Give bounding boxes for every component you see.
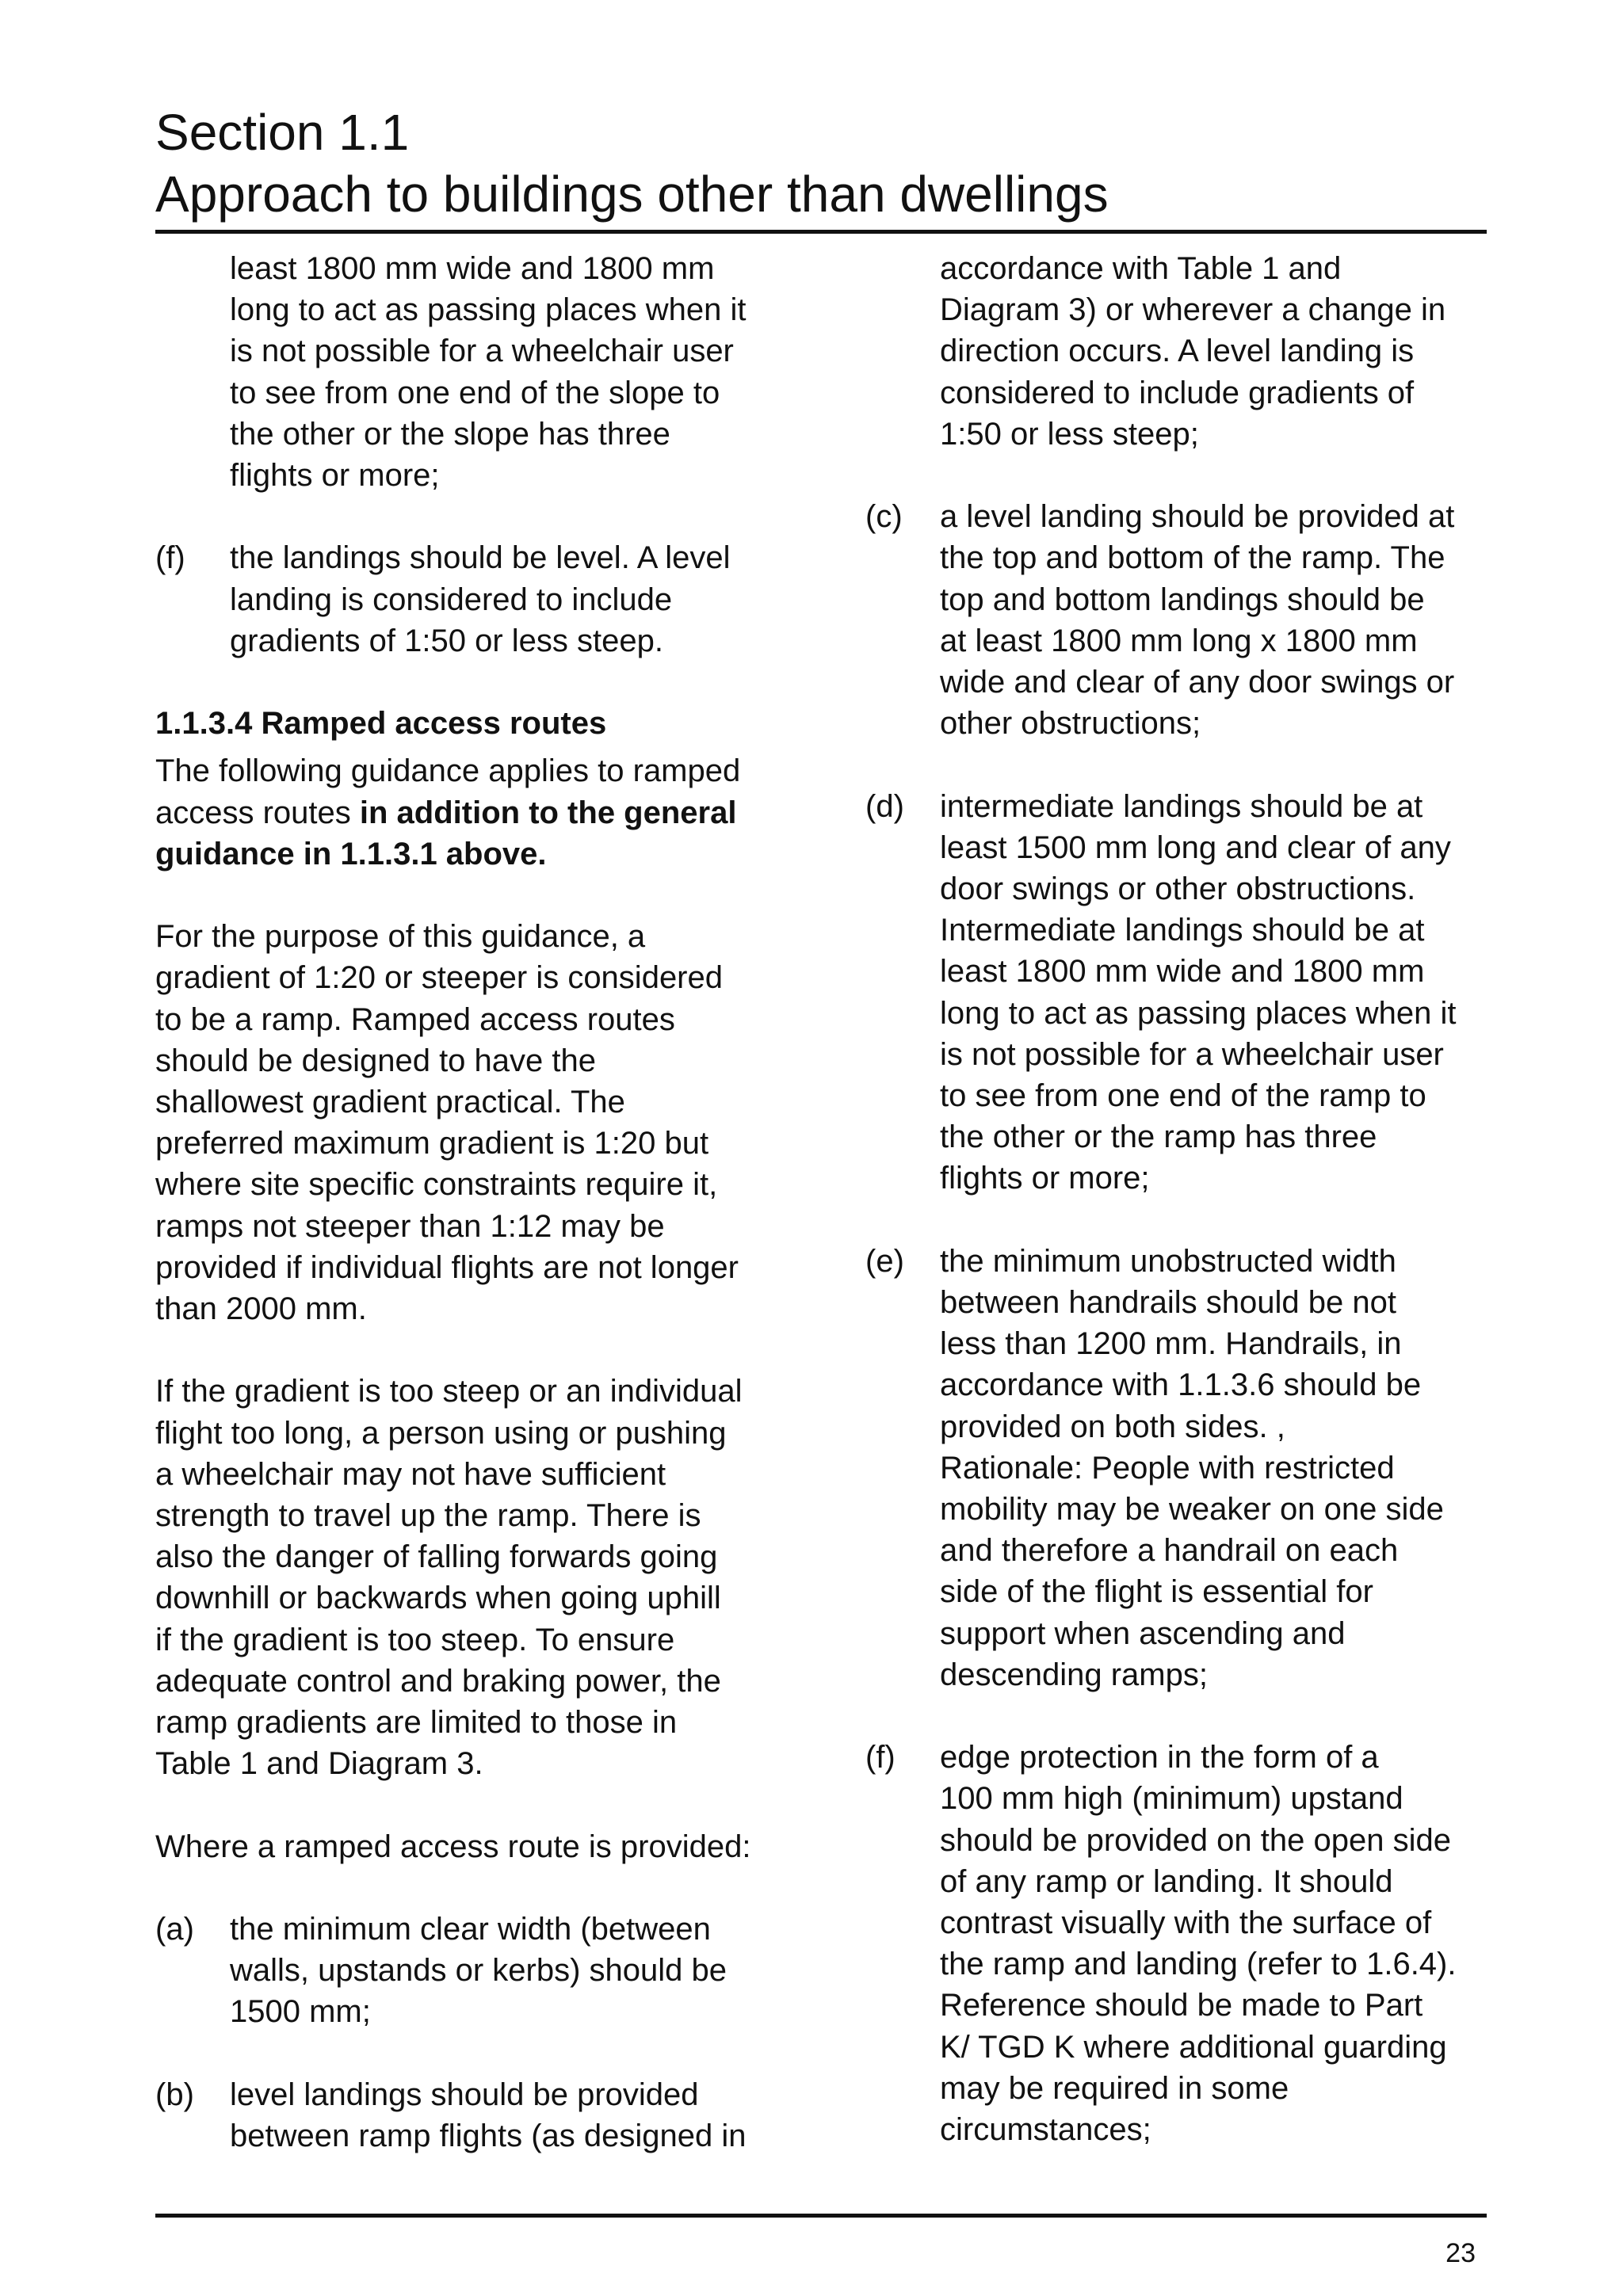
text-line: less than 1200 mm. Handrails, in xyxy=(940,1326,1402,1362)
text-line: circumstances; xyxy=(940,2112,1151,2148)
text-line: a wheelchair may not have sufficient xyxy=(155,1456,666,1492)
text-line: shallowest gradient practical. The xyxy=(155,1085,625,1120)
section-number: Section 1.1 xyxy=(155,104,410,161)
text-line: long to act as passing places when it xyxy=(940,995,1457,1031)
text-line: the other or the slope has three xyxy=(230,416,670,452)
text-line: 100 mm high (minimum) upstand xyxy=(940,1781,1403,1817)
paragraph-ramp-definition xyxy=(155,916,789,1329)
text-line: Rationale: People with restricted xyxy=(940,1450,1395,1486)
text-line: the other or the ramp has three xyxy=(940,1119,1377,1155)
text-line: is not possible for a wheelchair user xyxy=(940,1036,1444,1072)
subsection-heading: 1.1.3.4 Ramped access routes xyxy=(155,706,607,742)
text-line: the minimum clear width (between xyxy=(230,1912,711,1947)
text-line: landing is considered to include xyxy=(230,582,673,617)
text-line: 1:50 or less steep; xyxy=(940,416,1199,452)
text-line: to be a ramp. Ramped access routes xyxy=(155,1001,675,1037)
list-item-b xyxy=(155,2074,789,2157)
text-line: between ramp flights (as designed in xyxy=(230,2119,747,2154)
text-line: the landings should be level. A level xyxy=(230,540,731,576)
left-column xyxy=(155,248,789,2157)
text-line: Reference should be made to Part xyxy=(940,1988,1423,2023)
right-column xyxy=(865,248,1499,2150)
text-line: flights or more; xyxy=(230,458,440,494)
text-line: a level landing should be provided at xyxy=(940,499,1455,535)
text-line: provided on both sides. , xyxy=(940,1409,1285,1444)
list-label: (e) xyxy=(865,1243,904,1279)
text-line: strength to travel up the ramp. There is xyxy=(155,1498,701,1534)
text-line: least 1800 mm wide and 1800 mm xyxy=(940,954,1425,990)
text-line: at least 1800 mm long x 1800 mm xyxy=(940,623,1418,658)
paragraph-gradient-rationale xyxy=(155,1371,789,1784)
text-line: flights or more; xyxy=(940,1161,1150,1196)
text-line: preferred maximum gradient is 1:20 but xyxy=(155,1126,709,1161)
text-line: considered to include gradients of xyxy=(940,375,1415,410)
text-line: Diagram 3) or wherever a change in xyxy=(940,292,1446,328)
text-line: contrast visually with the surface of xyxy=(940,1905,1432,1941)
footer-rule xyxy=(155,2214,1487,2218)
text-line: should be provided on the open side xyxy=(940,1822,1451,1858)
text-line: If the gradient is too steep or an individual xyxy=(155,1374,743,1409)
text-line: where site specific constraints require it, xyxy=(155,1167,718,1203)
text-line: door swings or other obstructions. xyxy=(940,871,1416,907)
text-line: may be required in some xyxy=(940,2070,1289,2106)
text-line: accordance with 1.1.3.6 should be xyxy=(940,1367,1422,1403)
text-line: access routes in addition to the general xyxy=(155,795,737,830)
text-line: long to act as passing places when it xyxy=(230,292,747,328)
text-line: direction occurs. A level landing is xyxy=(940,334,1415,369)
text-line: adequate control and braking power, the xyxy=(155,1663,721,1699)
text-line: Table 1 and Diagram 3. xyxy=(155,1746,483,1782)
page-number: 23 xyxy=(1445,2238,1476,2268)
list-label: (f) xyxy=(155,540,185,576)
text-line: and therefore a handrail on each xyxy=(940,1533,1399,1569)
text-line: mobility may be weaker on one side xyxy=(940,1492,1444,1527)
text-line: the minimum unobstructed width xyxy=(940,1243,1396,1279)
text-line: edge protection in the form of a xyxy=(940,1740,1379,1775)
text-line: ramps not steeper than 1:12 may be xyxy=(155,1208,665,1244)
text-line: least 1800 mm wide and 1800 mm xyxy=(230,251,715,286)
list-item-f xyxy=(865,1737,1499,2150)
text-line: flight too long, a person using or pushing xyxy=(155,1415,727,1451)
list-item-f xyxy=(155,537,789,662)
text-line: descending ramps; xyxy=(940,1657,1208,1692)
text-line: gradients of 1:50 or less steep. xyxy=(230,623,663,658)
list-item-e-continued xyxy=(155,248,789,496)
text-line: K/ TGD K where additional guarding xyxy=(940,2029,1447,2065)
text-line: wide and clear of any door swings or xyxy=(940,665,1455,700)
text-line: to see from one end of the ramp to xyxy=(940,1078,1426,1114)
text-line: provided if individual flights are not longer xyxy=(155,1249,739,1285)
page-title: Approach to buildings other than dwellings xyxy=(155,166,1109,223)
header-rule xyxy=(155,230,1487,234)
list-label: (b) xyxy=(155,2077,194,2112)
list-item-c xyxy=(865,496,1499,744)
text-line: should be designed to have the xyxy=(155,1043,596,1078)
list-item-a xyxy=(155,1909,789,2033)
text-line: walls, upstands or kerbs) should be xyxy=(230,1953,727,1989)
list-item-d xyxy=(865,786,1499,1199)
text-line: level landings should be provided xyxy=(230,2077,699,2112)
text-line: For the purpose of this guidance, a xyxy=(155,919,646,955)
text-line: ramp gradients are limited to those in xyxy=(155,1705,678,1741)
text-line: accordance with Table 1 and xyxy=(940,251,1342,286)
text-line: of any ramp or landing. It should xyxy=(940,1863,1393,1899)
text-line: is not possible for a wheelchair user xyxy=(230,334,734,369)
list-label: (d) xyxy=(865,788,904,824)
text-line: than 2000 mm. xyxy=(155,1291,367,1327)
text-line: downhill or backwards when going uphill xyxy=(155,1581,721,1616)
text-line: the top and bottom of the ramp. The xyxy=(940,540,1445,576)
text-line: to see from one end of the slope to xyxy=(230,375,720,410)
list-item-b-continued xyxy=(865,248,1499,455)
text-line: also the danger of falling forwards going xyxy=(155,1539,718,1575)
text-line: between handrails should be not xyxy=(940,1285,1396,1321)
text-line: other obstructions; xyxy=(940,706,1201,742)
intro-paragraph xyxy=(155,750,789,875)
text-line: side of the flight is essential for xyxy=(940,1574,1373,1610)
text-line: top and bottom landings should be xyxy=(940,582,1425,617)
paragraph-where-provided: Where a ramped access route is provided: xyxy=(155,1829,751,1864)
text-line: gradient of 1:20 or steeper is considered xyxy=(155,960,723,996)
text-line: support when ascending and xyxy=(940,1615,1346,1651)
list-item-e xyxy=(865,1241,1499,1695)
text-line: 1500 mm; xyxy=(230,1994,371,2030)
text-line: The following guidance applies to ramped xyxy=(155,753,741,789)
text-line: the ramp and landing (refer to 1.6.4). xyxy=(940,1947,1457,1982)
text-line: if the gradient is too steep. To ensure xyxy=(155,1622,675,1657)
page-header xyxy=(155,101,1487,225)
text-line: intermediate landings should be at xyxy=(940,788,1423,824)
text-line: guidance in 1.1.3.1 above. xyxy=(155,836,547,871)
list-label: (a) xyxy=(155,1912,194,1947)
list-label: (f) xyxy=(865,1740,896,1775)
text-line: least 1500 mm long and clear of any xyxy=(940,830,1451,865)
list-label: (c) xyxy=(865,499,903,535)
text-line: Intermediate landings should be at xyxy=(940,913,1425,948)
